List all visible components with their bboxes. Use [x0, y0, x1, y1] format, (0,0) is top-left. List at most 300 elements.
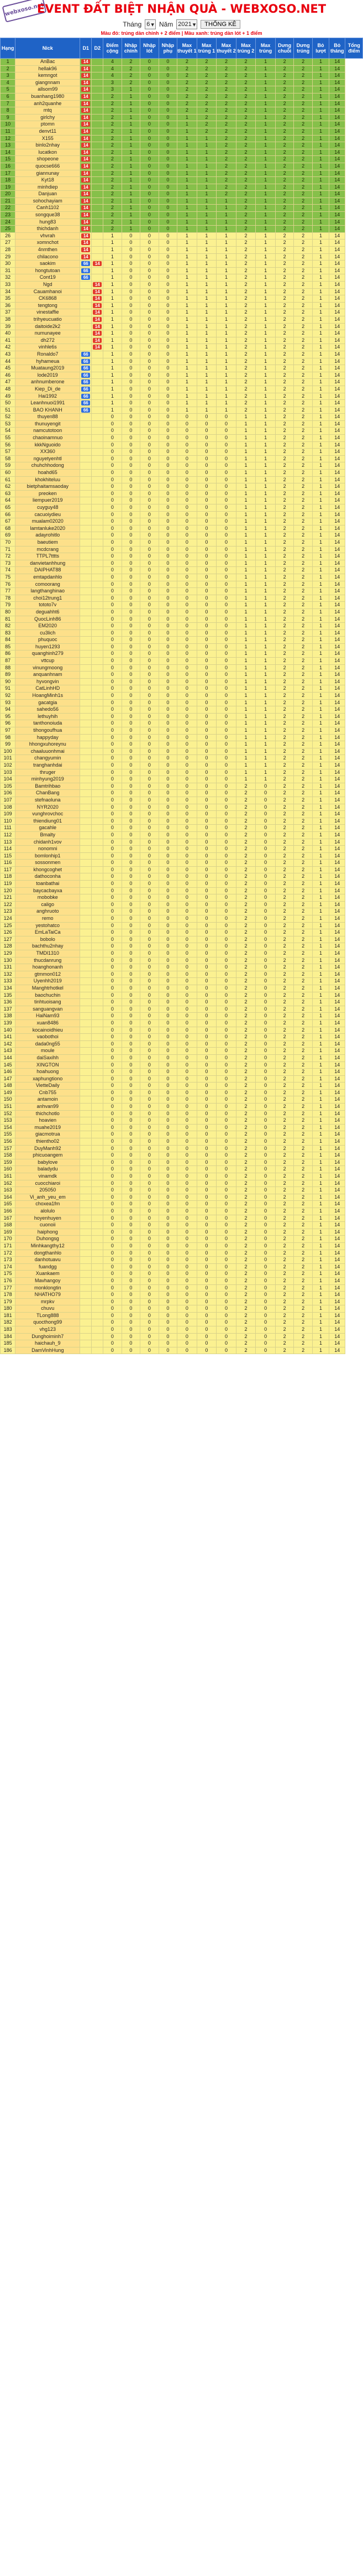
- nick-cell[interactable]: Ngd: [15, 282, 80, 289]
- site-logo[interactable]: webxoso.net: [2, 0, 46, 23]
- stat-cell: 1: [256, 358, 276, 365]
- nick-cell[interactable]: monklongtin: [15, 1284, 80, 1292]
- nick-cell[interactable]: namcutotoon: [15, 428, 80, 435]
- nick-cell[interactable]: ChanBang: [15, 790, 80, 797]
- nick-cell[interactable]: Cnb755: [15, 1089, 80, 1096]
- stat-cell: 0: [122, 1159, 140, 1166]
- stat-cell: 2: [236, 1075, 256, 1083]
- stat-cell: 1: [197, 372, 217, 379]
- nick-cell[interactable]: Cont19: [15, 274, 80, 282]
- stat-cell: 14: [329, 240, 345, 247]
- nick-cell[interactable]: CK6868: [15, 295, 80, 303]
- stat-cell: 2: [294, 1326, 312, 1334]
- d1-cell: [80, 218, 92, 226]
- nick-cell[interactable]: babylove: [15, 1159, 80, 1166]
- nick-cell[interactable]: Bamtrihbao: [15, 783, 80, 790]
- score-badge: 14: [81, 143, 90, 148]
- nick-cell[interactable]: ptomn: [15, 121, 80, 128]
- nick-cell[interactable]: cacuoiydieu: [15, 511, 80, 518]
- nick-cell[interactable]: sanguangvan: [15, 1006, 80, 1013]
- nick-cell[interactable]: chaaluuonhmai: [15, 748, 80, 755]
- stat-cell: 0: [159, 1333, 177, 1340]
- nick-cell[interactable]: hellak96: [15, 65, 80, 72]
- stat-cell: 0: [217, 1131, 236, 1138]
- table-row: [1, 121, 363, 128]
- stat-cell: 2: [294, 288, 312, 295]
- nick-cell[interactable]: kocainoidhieu: [15, 1027, 80, 1034]
- stat-cell: 0: [217, 449, 236, 456]
- nick-cell[interactable]: xuan8486: [15, 1019, 80, 1027]
- nick-cell[interactable]: tinhtuoisang: [15, 999, 80, 1006]
- nick-cell[interactable]: bomlonhip1: [15, 852, 80, 860]
- stat-cell: 0: [256, 860, 276, 867]
- stat-cell: 0: [217, 1340, 236, 1347]
- nick-cell[interactable]: huyen1293: [15, 643, 80, 650]
- stat-cell: 0: [140, 873, 159, 881]
- nick-cell[interactable]: mualam02020: [15, 518, 80, 525]
- nick-cell[interactable]: quocthong99: [15, 1319, 80, 1326]
- stat-cell: 0: [159, 1257, 177, 1264]
- nick-cell[interactable]: vhg123: [15, 1326, 80, 1334]
- stat-cell: 1: [217, 218, 236, 226]
- nick-cell[interactable]: sahedo56: [15, 706, 80, 714]
- nick-cell[interactable]: Manghtrhotkel: [15, 985, 80, 992]
- stat-cell: 0: [159, 1242, 177, 1250]
- nick-cell[interactable]: Duhongsg: [15, 1236, 80, 1243]
- nick-cell[interactable]: numunayee: [15, 330, 80, 337]
- d1-cell: [80, 149, 92, 156]
- nick-cell[interactable]: TTPL7tttts: [15, 553, 80, 560]
- rank-cell: 163: [1, 1187, 15, 1194]
- nick-cell[interactable]: DuyManh92: [15, 1145, 80, 1152]
- nick-cell[interactable]: toanbathai: [15, 881, 80, 888]
- nick-cell[interactable]: changyumin: [15, 755, 80, 762]
- nick-cell[interactable]: trihyeucuatio: [15, 316, 80, 323]
- nick-cell[interactable]: gacahle: [15, 825, 80, 832]
- nick-cell[interactable]: comoorang: [15, 581, 80, 588]
- stat-cell: 0: [217, 1138, 236, 1146]
- nick-cell[interactable]: quanghinh279: [15, 650, 80, 658]
- nick-cell[interactable]: nguyetyenhtl: [15, 455, 80, 462]
- d2-cell: [92, 197, 103, 205]
- stat-cell: 1: [312, 135, 329, 142]
- stat-cell: 2: [103, 177, 122, 184]
- nick-cell[interactable]: dongthanhlo: [15, 1250, 80, 1257]
- stat-cell: 0: [217, 957, 236, 964]
- nick-cell[interactable]: cuyguy48: [15, 504, 80, 512]
- table-row: [1, 699, 363, 706]
- stat-cell: 2: [236, 1173, 256, 1180]
- stat-cell: 0: [122, 240, 140, 247]
- nick-cell[interactable]: XINGTON: [15, 1061, 80, 1069]
- nick-cell[interactable]: tototo7v: [15, 602, 80, 609]
- nick-cell[interactable]: hoahuong: [15, 1069, 80, 1076]
- nick-cell[interactable]: allsom99: [15, 86, 80, 93]
- nick-cell[interactable]: hyvongvin: [15, 678, 80, 685]
- nick-cell[interactable]: khokhiteluu: [15, 476, 80, 483]
- nick-cell[interactable]: dathoconha: [15, 873, 80, 881]
- nick-cell[interactable]: fuandgg: [15, 1263, 80, 1271]
- nick-cell[interactable]: Canh1102: [15, 205, 80, 212]
- nick-cell[interactable]: danvietanhhung: [15, 560, 80, 567]
- stat-cell: 2: [275, 1104, 293, 1111]
- nick-cell[interactable]: hoahd65: [15, 470, 80, 477]
- nick-cell[interactable]: thiendiung01: [15, 818, 80, 825]
- table-row: [1, 678, 363, 685]
- nick-cell[interactable]: chuhchhodong: [15, 462, 80, 470]
- nick-cell[interactable]: buanhang1980: [15, 93, 80, 100]
- stat-cell: 0: [140, 950, 159, 957]
- table-row: [1, 866, 363, 873]
- nick-cell[interactable]: anhvan99: [15, 1104, 80, 1111]
- d2-cell: [92, 693, 103, 700]
- nick-cell[interactable]: TMDl1310: [15, 950, 80, 957]
- nick-cell[interactable]: hoyenhuyen: [15, 1215, 80, 1222]
- stat-cell: 2: [217, 107, 236, 115]
- nick-cell[interactable]: shopeone: [15, 156, 80, 163]
- nick-cell[interactable]: baycacbayxa: [15, 887, 80, 894]
- stat-cell: 2: [294, 372, 312, 379]
- nick-cell[interactable]: Mavhangoy: [15, 1277, 80, 1284]
- nick-cell[interactable]: vinhle6s: [15, 344, 80, 351]
- nick-cell[interactable]: Uyenhh2019: [15, 978, 80, 985]
- nick-cell[interactable]: vinamdk: [15, 1173, 80, 1180]
- nick-cell[interactable]: emtapdanhlo: [15, 574, 80, 581]
- nick-cell[interactable]: daiSaxihh: [15, 1054, 80, 1061]
- stat-cell: 2: [294, 1312, 312, 1319]
- nick-cell[interactable]: Xuankaem: [15, 1271, 80, 1278]
- nick-cell[interactable]: antamoin: [15, 1096, 80, 1104]
- nick-cell[interactable]: choi12trung1: [15, 595, 80, 602]
- nick-cell[interactable]: chidanh1vov: [15, 839, 80, 846]
- nick-cell[interactable]: vhvrah: [15, 232, 80, 240]
- nick-cell[interactable]: preoken: [15, 490, 80, 497]
- stat-cell: 0: [122, 1194, 140, 1201]
- stat-cell: 1: [177, 197, 197, 205]
- d2-cell: [92, 205, 103, 212]
- nick-cell[interactable]: binlo2nhay: [15, 142, 80, 149]
- nick-cell[interactable]: haichauh_9: [15, 1340, 80, 1347]
- nick-cell[interactable]: cuocchiaroi: [15, 1180, 80, 1187]
- nick-cell[interactable]: gtmmon012: [15, 971, 80, 978]
- nick-cell[interactable]: khongcoghet: [15, 866, 80, 873]
- stat-cell: 0: [197, 553, 217, 560]
- stat-cell: 2: [275, 149, 293, 156]
- stat-cell: 0: [217, 1006, 236, 1013]
- nick-cell[interactable]: hyhameua: [15, 358, 80, 365]
- stat-cell: 1: [103, 253, 122, 261]
- stats-button[interactable]: THỐNG KÊ: [201, 20, 240, 29]
- stat-cell: 0: [103, 1054, 122, 1061]
- nick-cell[interactable]: songque38: [15, 212, 80, 219]
- nick-cell[interactable]: liempuer2019: [15, 497, 80, 504]
- nick-cell[interactable]: hung83: [15, 218, 80, 226]
- nick-cell[interactable]: bietphaitamsaoday: [15, 483, 80, 491]
- nick-cell[interactable]: giannunay: [15, 170, 80, 177]
- stat-cell: 2: [294, 205, 312, 212]
- rank-cell: 138: [1, 1013, 15, 1020]
- stat-cell: 0: [103, 922, 122, 929]
- table-row: [1, 483, 363, 491]
- nick-cell[interactable]: hoavien: [15, 1117, 80, 1125]
- nick-cell[interactable]: muahe2019: [15, 1124, 80, 1131]
- nick-cell[interactable]: danhotuavu: [15, 1257, 80, 1264]
- nick-cell[interactable]: lucatkon: [15, 149, 80, 156]
- stat-cell: 0: [217, 1173, 236, 1180]
- nick-cell[interactable]: giangnnam: [15, 79, 80, 86]
- nick-cell[interactable]: 205050: [15, 1187, 80, 1194]
- nick-cell[interactable]: BAO KHANH: [15, 407, 80, 414]
- nick-cell[interactable]: vinungmoong: [15, 664, 80, 672]
- nick-cell[interactable]: chilacono: [15, 253, 80, 261]
- score-badge: 14: [93, 296, 102, 301]
- stat-cell: 1: [312, 1250, 329, 1257]
- nick-cell[interactable]: HaiNam93: [15, 1013, 80, 1020]
- nick-cell[interactable]: hongtutoan: [15, 267, 80, 274]
- nick-cell[interactable]: thruger: [15, 769, 80, 776]
- nick-cell[interactable]: happyday: [15, 734, 80, 741]
- d1-cell: [80, 247, 92, 254]
- stat-cell: 2: [275, 839, 293, 846]
- stat-cell: 2: [294, 950, 312, 957]
- stat-cell: 2: [275, 1173, 293, 1180]
- stat-cell: 0: [103, 637, 122, 644]
- nick-cell[interactable]: Kyt18: [15, 177, 80, 184]
- stat-cell: 1: [256, 365, 276, 372]
- stat-cell: 2: [294, 1250, 312, 1257]
- stat-cell: 2: [294, 546, 312, 553]
- stat-cell: 1: [312, 1263, 329, 1271]
- table-row: [1, 1263, 363, 1271]
- nick-cell[interactable]: tengtong: [15, 302, 80, 309]
- nick-cell[interactable]: XX360: [15, 449, 80, 456]
- stat-cell: 1: [217, 372, 236, 379]
- nick-cell[interactable]: sossonmen: [15, 860, 80, 867]
- nick-cell[interactable]: sohochayiam: [15, 197, 80, 205]
- nick-cell[interactable]: saokim: [15, 261, 80, 268]
- d1-cell: [80, 992, 92, 999]
- stat-cell: 0: [122, 776, 140, 783]
- nick-cell[interactable]: haiphong: [15, 1229, 80, 1236]
- nick-cell[interactable]: langthanghinao: [15, 588, 80, 595]
- nick-cell[interactable]: VietteDaily: [15, 1083, 80, 1090]
- nick-cell[interactable]: minhyung2019: [15, 776, 80, 783]
- nick-cell[interactable]: tranghanhdai: [15, 762, 80, 769]
- nick-cell[interactable]: girlchy: [15, 114, 80, 121]
- stat-cell: 2: [197, 72, 217, 80]
- nick-cell[interactable]: 4nmthen: [15, 247, 80, 254]
- stat-cell: 1: [236, 455, 256, 462]
- stat-cell: 0: [122, 678, 140, 685]
- stat-cell: 0: [197, 497, 217, 504]
- nick-cell[interactable]: Dunghoiminh7: [15, 1333, 80, 1340]
- stat-cell: 1: [312, 1340, 329, 1347]
- d1-cell: [80, 358, 92, 365]
- rank-cell: 123: [1, 908, 15, 915]
- nick-cell[interactable]: Cauamhanoi: [15, 288, 80, 295]
- stat-cell: 14: [329, 302, 345, 309]
- stat-cell: 2: [103, 121, 122, 128]
- stat-cell: 0: [159, 470, 177, 477]
- d1-cell: [80, 316, 92, 323]
- nick-cell[interactable]: Hai1992: [15, 393, 80, 400]
- nick-cell[interactable]: daitoide2k2: [15, 323, 80, 330]
- nick-cell[interactable]: mobobke: [15, 894, 80, 902]
- nick-cell[interactable]: nonomni: [15, 846, 80, 853]
- nick-cell[interactable]: thichchotlo: [15, 1110, 80, 1117]
- nick-cell[interactable]: alolulo: [15, 1208, 80, 1215]
- nick-cell[interactable]: vinestaffie: [15, 309, 80, 316]
- stat-cell: 2: [294, 100, 312, 107]
- nick-cell[interactable]: Minhkangthy12: [15, 1242, 80, 1250]
- year-select[interactable]: [176, 19, 197, 29]
- nick-cell[interactable]: choxea1fm: [15, 1201, 80, 1208]
- nick-cell[interactable]: baladydu: [15, 1166, 80, 1173]
- nick-cell[interactable]: caligo: [15, 901, 80, 908]
- nick-cell[interactable]: quocse666: [15, 163, 80, 170]
- nick-cell[interactable]: phuquoc: [15, 637, 80, 644]
- nick-cell[interactable]: Ronaldo7: [15, 351, 80, 358]
- nick-cell[interactable]: denvt11: [15, 128, 80, 135]
- stat-cell: 2: [275, 218, 293, 226]
- nick-cell[interactable]: anghruoto: [15, 908, 80, 915]
- table-row: [1, 985, 363, 992]
- stat-cell: 0: [217, 992, 236, 999]
- nick-cell[interactable]: vunghrovchoc: [15, 811, 80, 818]
- nick-cell[interactable]: tanthonoiuda: [15, 720, 80, 727]
- nick-cell[interactable]: Danjuan: [15, 191, 80, 198]
- nick-cell[interactable]: stefnaoluna: [15, 797, 80, 804]
- rank-cell: 3: [1, 72, 15, 80]
- nick-cell[interactable]: HoangMinh1s: [15, 693, 80, 700]
- nick-cell[interactable]: mrpkv: [15, 1298, 80, 1305]
- stat-cell: 2: [275, 908, 293, 915]
- stat-cell: 14: [329, 978, 345, 985]
- nick-cell[interactable]: yestohatco: [15, 922, 80, 929]
- nick-cell[interactable]: moule: [15, 1048, 80, 1055]
- nick-cell[interactable]: adayrohitlo: [15, 532, 80, 539]
- d1-cell: [80, 532, 92, 539]
- nick-cell[interactable]: DAIPHAT88: [15, 567, 80, 574]
- nick-cell[interactable]: kkkNguoido: [15, 441, 80, 449]
- nick-cell[interactable]: kemngot: [15, 72, 80, 80]
- nick-cell[interactable]: tihongoufhua: [15, 727, 80, 735]
- nick-cell[interactable]: cuonoii: [15, 1222, 80, 1229]
- nick-cell[interactable]: Vi_anh_yeu_em: [15, 1194, 80, 1201]
- nick-cell[interactable]: dh272: [15, 337, 80, 344]
- nick-cell[interactable]: vaobothoi: [15, 1034, 80, 1041]
- stat-cell: 1: [312, 901, 329, 908]
- nick-cell[interactable]: giacmotrua: [15, 1131, 80, 1138]
- nick-cell[interactable]: minhdiep: [15, 184, 80, 191]
- year-value: 2021: [178, 21, 192, 28]
- rank-cell: 79: [1, 602, 15, 609]
- nick-cell[interactable]: baochuchin: [15, 992, 80, 999]
- stat-cell: 2: [275, 518, 293, 525]
- nick-cell[interactable]: Bmalty: [15, 831, 80, 839]
- stat-cell: 1: [256, 776, 276, 783]
- nick-cell[interactable]: baeutiem: [15, 539, 80, 546]
- nick-cell[interactable]: thucdanrung: [15, 957, 80, 964]
- stat-cell: 2: [275, 407, 293, 414]
- stat-cell: 2: [294, 351, 312, 358]
- nick-cell[interactable]: NHATHO79: [15, 1292, 80, 1299]
- nick-cell[interactable]: remo: [15, 915, 80, 923]
- nick-cell[interactable]: QuocLinh86: [15, 616, 80, 623]
- stat-cell: 1: [103, 282, 122, 289]
- nick-cell[interactable]: cu3lich: [15, 629, 80, 637]
- nick-cell[interactable]: DamVinhHung: [15, 1347, 80, 1354]
- nick-cell[interactable]: thuyen88: [15, 414, 80, 421]
- stat-cell: 0: [159, 400, 177, 407]
- stat-cell: 0: [103, 1069, 122, 1076]
- nick-cell[interactable]: Leanhnuoi1991: [15, 400, 80, 407]
- d1-cell: [80, 462, 92, 470]
- stat-cell: 14: [329, 1236, 345, 1243]
- nick-cell[interactable]: anh2quanhe: [15, 100, 80, 107]
- nick-cell[interactable]: Muataung2019: [15, 365, 80, 372]
- d2-cell: [92, 664, 103, 672]
- nick-cell[interactable]: anquanhnam: [15, 672, 80, 679]
- nick-cell[interactable]: X155: [15, 135, 80, 142]
- nick-cell[interactable]: NYR2020: [15, 804, 80, 811]
- nick-cell[interactable]: hoanghonanh: [15, 964, 80, 971]
- d1-cell: [80, 205, 92, 212]
- nick-cell[interactable]: mcdcrang: [15, 546, 80, 553]
- stat-cell: 1: [312, 818, 329, 825]
- stat-cell: 2: [275, 797, 293, 804]
- nick-cell[interactable]: thunuyengit: [15, 420, 80, 428]
- nick-cell[interactable]: chuvu: [15, 1305, 80, 1313]
- d1-cell: [80, 546, 92, 553]
- nick-cell[interactable]: chaoinamnuo: [15, 435, 80, 442]
- nick-cell[interactable]: bobolo: [15, 936, 80, 943]
- stat-cell: 0: [177, 1152, 197, 1159]
- nick-cell[interactable]: vttcup: [15, 658, 80, 665]
- nick-cell[interactable]: EmLaTaiCa: [15, 929, 80, 936]
- nick-cell[interactable]: bachthu2nhay: [15, 943, 80, 950]
- nick-cell[interactable]: dada0ng55: [15, 1040, 80, 1048]
- nick-cell[interactable]: xaphungtiono: [15, 1075, 80, 1083]
- stat-cell: 1: [312, 365, 329, 372]
- nick-cell[interactable]: AnBac: [15, 59, 80, 66]
- stat-cell: 0: [122, 894, 140, 902]
- stat-cell: 0: [159, 128, 177, 135]
- nick-cell[interactable]: hhongxuhoreynu: [15, 741, 80, 748]
- nick-cell[interactable]: lethuyhih: [15, 713, 80, 720]
- nick-cell[interactable]: mtq: [15, 107, 80, 115]
- stat-cell: 0: [177, 992, 197, 999]
- nick-cell[interactable]: xomnchot: [15, 240, 80, 247]
- d1-cell: [80, 762, 92, 769]
- month-select[interactable]: [145, 19, 156, 29]
- nick-cell[interactable]: anhnumberone: [15, 379, 80, 386]
- nick-cell[interactable]: gacatgia: [15, 699, 80, 706]
- rank-cell: 54: [1, 428, 15, 435]
- nick-cell[interactable]: phicuoangem: [15, 1152, 80, 1159]
- nick-cell[interactable]: Kiep_Di_de: [15, 386, 80, 393]
- nick-cell[interactable]: TLong888: [15, 1312, 80, 1319]
- nick-cell[interactable]: thientho02: [15, 1138, 80, 1146]
- nick-cell[interactable]: lamtanluke2020: [15, 525, 80, 532]
- stat-cell: 1: [122, 226, 140, 233]
- nick-cell[interactable]: lode2019: [15, 372, 80, 379]
- nick-cell[interactable]: thichdanh: [15, 226, 80, 233]
- stat-cell: 0: [177, 1083, 197, 1090]
- nick-cell[interactable]: EM2020: [15, 623, 80, 630]
- nick-cell[interactable]: deguahht6: [15, 608, 80, 616]
- nick-cell[interactable]: CatLinhHD: [15, 685, 80, 693]
